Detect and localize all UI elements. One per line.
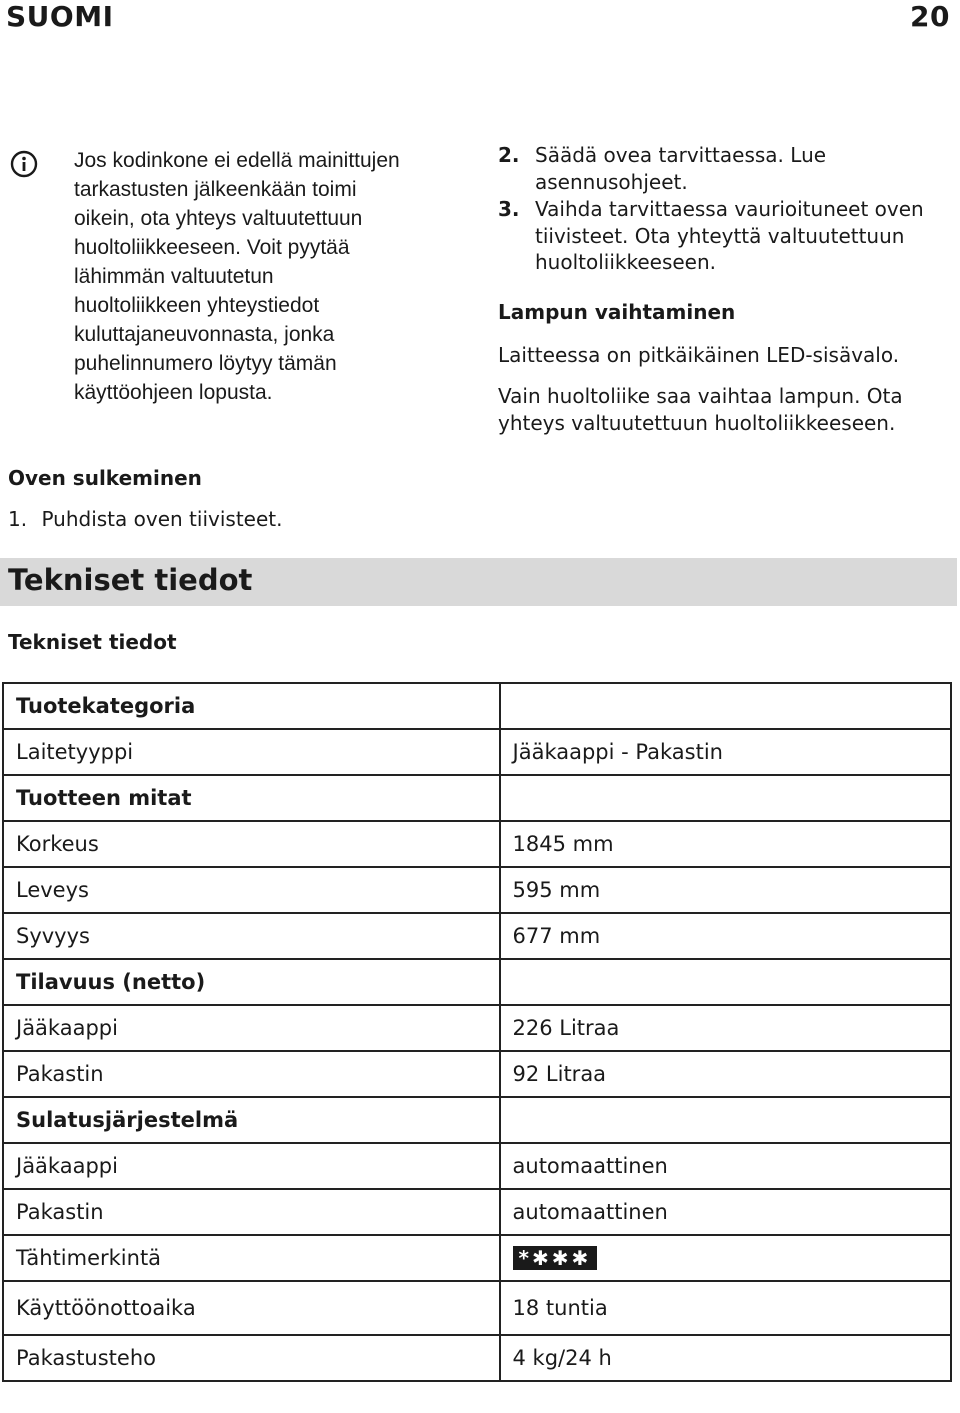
page-number: 20 [910,0,950,33]
door-closing-heading: Oven sulkeminen [8,466,202,490]
table-row [3,1143,951,1189]
spec-value: automaattinen [500,1143,951,1189]
language-label: SUOMI [6,0,114,33]
table-row [3,683,951,729]
spec-label: Korkeus [3,821,500,867]
spec-label: Pakastusteho [3,1335,500,1381]
step-number: 1. [8,507,28,531]
table-row [3,1005,951,1051]
spec-value: 595 mm [500,867,951,913]
spec-value: Jääkaappi - Pakastin [500,729,951,775]
step-text: Säädä ovea tarvittaessa. Lue asennusohjeet. [535,143,827,194]
spec-value: 677 mm [500,913,951,959]
spec-value [500,683,951,729]
table-title: Tekniset tiedot [8,630,177,654]
table-row [3,913,951,959]
spec-label: Pakastin [3,1051,500,1097]
table-row [3,1097,951,1143]
lamp-para-1: Laitteessa on pitkäikäinen LED-sisävalo. [498,343,900,367]
step-number: 3. [498,197,520,221]
table-row [3,1051,951,1097]
spec-value: automaattinen [500,1189,951,1235]
spec-label: Sulatusjärjestelmä [3,1097,500,1143]
spec-value [500,775,951,821]
table-row [3,959,951,1005]
section-title: Tekniset tiedot [8,563,253,597]
spec-label: Tuotteen mitat [3,775,500,821]
spec-label: Jääkaappi [3,1005,500,1051]
spec-label: Jääkaappi [3,1143,500,1189]
step-number: 2. [498,143,520,167]
spec-value: 18 tuntia [500,1281,951,1335]
spec-label: Laitetyyppi [3,729,500,775]
spec-table [2,682,952,1382]
spec-label: Syvyys [3,913,500,959]
spec-label: Tuotekategoria [3,683,500,729]
step-text: Vaihda tarvittaessa vaurioituneet oven tiivisteet. Ota yhteyttä valtuutettuun huoltoliikkeeseen. [535,197,924,274]
spec-value [500,959,951,1005]
table-row [3,729,951,775]
spec-value: 226 Litraa [500,1005,951,1051]
spec-value: 92 Litraa [500,1051,951,1097]
table-row [3,1281,951,1335]
lamp-para-2: Vain huoltoliike saa vaihtaa lampun. Ota yhteys valtuutettuun huoltoliikkeeseen. [498,384,903,435]
info-note: Jos kodinkone ei edellä mainittujen tarkastusten jälkeenkään toimi oikein, ota yhteys valtuutettuun huoltoliikkeeseen. Voit pyytää lähimmän valtuutetun huoltoliikkeen yhteystiedot kuluttajaneuvonnasta, jonka puhelinnumero löytyy tämän käyttöohjeen lopusta. [74,149,400,404]
spec-label: Leveys [3,867,500,913]
spec-label: Tähtimerkintä [3,1235,500,1281]
step-1 [8,507,282,531]
table-row [3,821,951,867]
table-row [3,775,951,821]
spec-value [500,1235,951,1281]
step-text: Puhdista oven tiivisteet. [41,507,283,531]
spec-value: 4 kg/24 h [500,1335,951,1381]
spec-value: 1845 mm [500,821,951,867]
table-row [3,867,951,913]
table-row [3,1235,951,1281]
table-row [3,1189,951,1235]
spec-value [500,1097,951,1143]
lamp-heading: Lampun vaihtaminen [498,300,736,324]
spec-label: Pakastin [3,1189,500,1235]
info-icon [10,150,38,178]
spec-label: Tilavuus (netto) [3,959,500,1005]
star-rating-badge: *✱✱✱ [513,1246,598,1270]
table-row [3,1335,951,1381]
spec-label: Käyttöönottoaika [3,1281,500,1335]
